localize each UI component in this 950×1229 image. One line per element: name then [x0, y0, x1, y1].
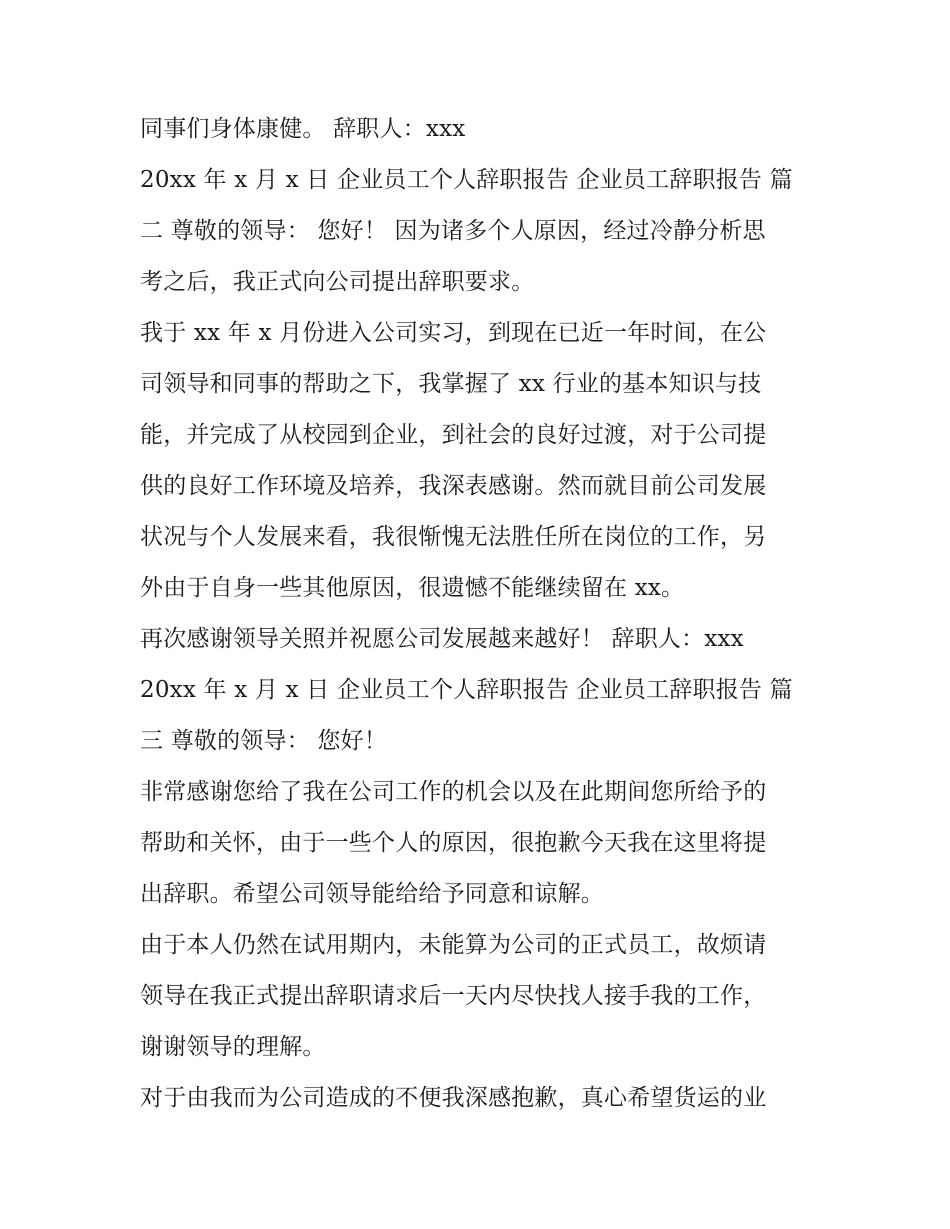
text-line: 由于本人仍然在试用期内，未能算为公司的正式员工，故烦请 — [140, 932, 767, 958]
text-line: 对于由我而为公司造成的不便我深感抱歉，真心希望货运的业 — [140, 1085, 767, 1111]
text-line: 三 尊敬的领导： 您好！ — [140, 728, 388, 754]
text-line: 外由于自身一些其他原因，很遗憾不能继续留在 xx。 — [140, 575, 685, 601]
text-line: 出辞职。希望公司领导能给给予同意和谅解。 — [140, 881, 604, 907]
text-line: 帮助和关怀，由于一些个人的原因，很抱歉今天我在这里将提 — [140, 830, 767, 856]
text-line: 状况与个人发展来看，我很惭愧无法胜任所在岗位的工作，另 — [140, 524, 767, 550]
text-line: 二 尊敬的领导： 您好！ 因为诸多个人原因，经过冷静分析思 — [140, 218, 766, 244]
text-line: 20xx 年 x 月 x 日 企业员工个人辞职报告 企业员工辞职报告 篇 — [140, 167, 793, 193]
text-line: 司领导和同事的帮助之下，我掌握了 xx 行业的基本知识与技 — [140, 371, 762, 397]
text-line: 20xx 年 x 月 x 日 企业员工个人辞职报告 企业员工辞职报告 篇 — [140, 677, 793, 703]
text-line: 谢谢领导的理解。 — [140, 1034, 326, 1060]
text-line: 供的良好工作环境及培养，我深表感谢。然而就目前公司发展 — [140, 473, 767, 499]
text-line: 我于 xx 年 x 月份进入公司实习，到现在已近一年时间，在公 — [140, 320, 767, 346]
text-line: 同事们身体康健。 辞职人：xxx — [140, 116, 466, 142]
text-line: 能，并完成了从校园到企业，到社会的良好过渡，对于公司提 — [140, 422, 767, 448]
document-body — [140, 104, 830, 1124]
text-line: 再次感谢领导关照并祝愿公司发展越来越好！ 辞职人：xxx — [140, 626, 744, 652]
text-line: 非常感谢您给了我在公司工作的机会以及在此期间您所给予的 — [140, 779, 767, 805]
text-line: 领导在我正式提出辞职请求后一天内尽快找人接手我的工作， — [140, 983, 767, 1009]
text-line: 考之后，我正式向公司提出辞职要求。 — [140, 269, 535, 295]
